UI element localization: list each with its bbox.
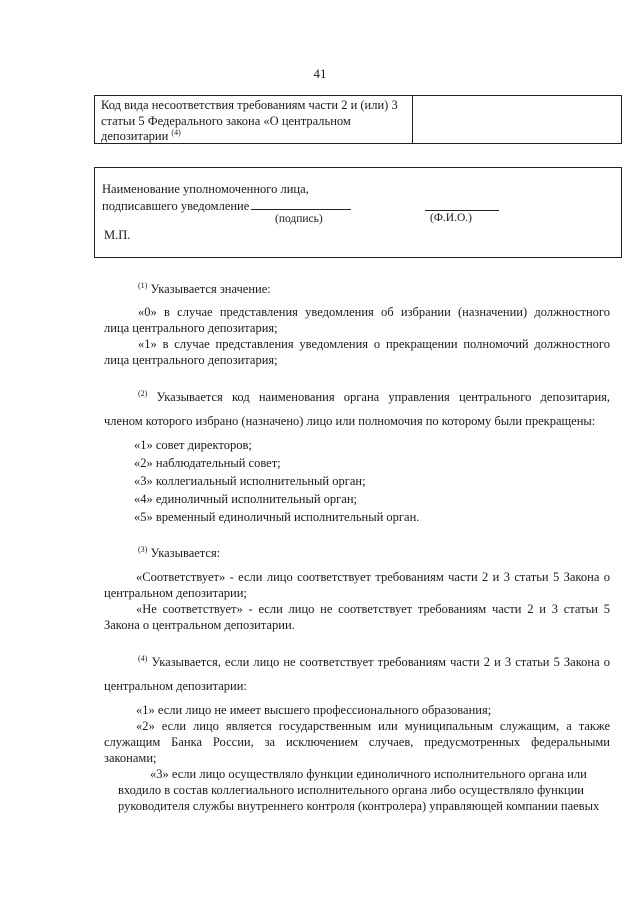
- stamp-label: М.П.: [104, 228, 131, 242]
- table-line: статьи 5 Федерального закона «О центральном: [101, 113, 351, 128]
- nonconformity-code-label-cell: [95, 96, 413, 143]
- table-line: депозитарии $^{(4)}$: [101, 128, 181, 144]
- fio-caption: (Ф.И.О.): [430, 212, 472, 224]
- note-2-line-1: $^{(2)}$ Указывается код наименования органа управления центрального депозитария,: [138, 388, 611, 404]
- table-line: Код вида несоответствия требованиям части 2 и (или) 3: [101, 98, 398, 112]
- note-3-item-1-line-a: «Не соответствует» - если лицо не соответствует требованиям части 2 и 3 статьи 5: [136, 602, 610, 616]
- note-2-item: «3» коллегиальный исполнительный орган;: [134, 474, 366, 488]
- note-3-intro: $^{(3)}$ Указывается:: [138, 544, 221, 560]
- note-4-item-2-line: служащим Банка России, за исключением случаев, предусмотренных федеральными: [104, 735, 610, 749]
- page-number: 41: [313, 66, 327, 81]
- signature-box: [94, 167, 622, 258]
- note-4-line-2: центральном депозитарии:: [104, 679, 247, 693]
- note-3-item-1-line-b: Закона о центральном депозитарии.: [104, 618, 295, 632]
- note-4-item-2-line: «2» если лицо является государственным или муниципальным служащим, а также: [136, 719, 610, 733]
- signatory-label-2: подписавшего уведомление: [102, 198, 351, 215]
- note-4-item-2-line: законами;: [104, 751, 157, 765]
- note-1-item-1-line-a: «1» в случае представления уведомления о прекращении полномочий должностного: [138, 337, 610, 351]
- note-1-item-1-line-b: лица центрального депозитария;: [104, 353, 278, 367]
- note-4-item-3-line: руководителя службы внутреннего контроля (контролера) управляющей компании паевых: [118, 799, 600, 813]
- footnote-marker: (4): [171, 128, 181, 138]
- nonconformity-code-table: [94, 95, 622, 144]
- note-2-item: «4» единоличный исполнительный орган;: [134, 492, 358, 506]
- note-4-item-3-line: «3» если лицо осуществляло функции единоличного исполнительного органа или: [150, 767, 587, 781]
- note-3-item-0-line-a: «Соответствует» - если лицо соответствует требованиям части 2 и 3 статьи 5 Закона о: [136, 570, 610, 584]
- note-2-item: «1» совет директоров;: [134, 438, 252, 452]
- note-4-line-1: $^{(4)}$ Указывается, если лицо не соответствует требованиям части 2 и 3 статьи 5 Закона о: [138, 653, 610, 669]
- note-3-item-0-line-b: центральном депозитарии;: [104, 586, 247, 600]
- note-2-line-2: членом которого избрано (назначено) лицо или полномочия по которому были прекращены:: [104, 414, 596, 428]
- nonconformity-code-value-cell: [413, 96, 621, 143]
- note-4-item-1: «1» если лицо не имеет высшего профессионального образования;: [136, 703, 492, 717]
- note-2-item: «5» временный единоличный исполнительный орган.: [134, 510, 420, 524]
- note-1-item-0-line-b: лица центрального депозитария;: [104, 321, 278, 335]
- note-4-item-3-line: входило в состав коллегиального исполнительного органа либо осуществляло функции: [118, 783, 584, 797]
- note-1-item-0-line-a: «0» в случае представления уведомления об избрании (назначении) должностного: [138, 305, 610, 319]
- signatory-label: Наименование уполномоченного лица,: [102, 182, 309, 196]
- signature-caption: (подпись): [275, 213, 323, 225]
- note-2-item: «2» наблюдательный совет;: [134, 456, 281, 470]
- note-1-intro: $^{(1)}$ Указывается значение:: [138, 280, 271, 296]
- signature-blank: [251, 198, 351, 210]
